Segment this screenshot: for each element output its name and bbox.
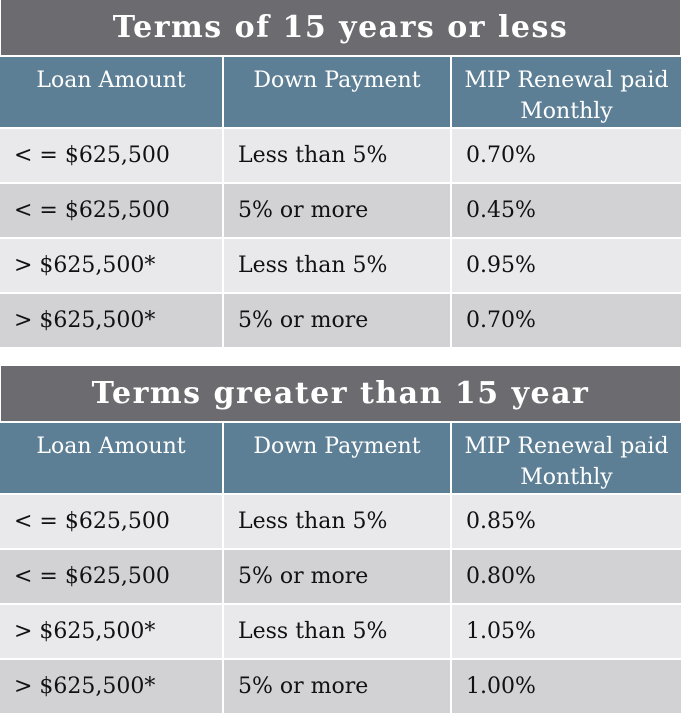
table-row bbox=[0, 238, 681, 293]
header-loan-amount: Loan Amount bbox=[0, 423, 223, 494]
loan-amount-cell: > $625,500* bbox=[0, 238, 223, 293]
rates-table bbox=[0, 423, 681, 715]
table-row bbox=[0, 183, 681, 238]
header-row bbox=[0, 423, 681, 494]
table-row bbox=[0, 128, 681, 183]
header-row bbox=[0, 57, 681, 128]
mip-rate-cell: 0.70% bbox=[451, 128, 681, 183]
rates-table bbox=[0, 57, 681, 349]
table-row bbox=[0, 494, 681, 549]
mip-rate-cell: 0.70% bbox=[451, 293, 681, 348]
down-payment-cell: 5% or more bbox=[223, 293, 451, 348]
loan-amount-cell: < = $625,500 bbox=[0, 183, 223, 238]
header-mip-renewal: MIP Renewal paid Monthly bbox=[451, 423, 681, 494]
table-row bbox=[0, 659, 681, 714]
down-payment-cell: 5% or more bbox=[223, 183, 451, 238]
table-row bbox=[0, 604, 681, 659]
table-title: Terms of 15 years or less bbox=[1, 0, 680, 57]
mip-rate-cell: 0.85% bbox=[451, 494, 681, 549]
down-payment-cell: Less than 5% bbox=[223, 238, 451, 293]
loan-amount-cell: < = $625,500 bbox=[0, 494, 223, 549]
mip-table-long-term bbox=[0, 366, 681, 715]
down-payment-cell: Less than 5% bbox=[223, 604, 451, 659]
header-mip-renewal: MIP Renewal paid Monthly bbox=[451, 57, 681, 128]
down-payment-cell: 5% or more bbox=[223, 659, 451, 714]
down-payment-cell: Less than 5% bbox=[223, 494, 451, 549]
down-payment-cell: Less than 5% bbox=[223, 128, 451, 183]
table-title: Terms greater than 15 year bbox=[1, 366, 680, 423]
loan-amount-cell: > $625,500* bbox=[0, 604, 223, 659]
down-payment-cell: 5% or more bbox=[223, 549, 451, 604]
loan-amount-cell: > $625,500* bbox=[0, 293, 223, 348]
table-row bbox=[0, 549, 681, 604]
loan-amount-cell: < = $625,500 bbox=[0, 128, 223, 183]
mip-rate-cell: 0.45% bbox=[451, 183, 681, 238]
mip-table-short-term bbox=[0, 0, 681, 349]
mip-rate-cell: 0.95% bbox=[451, 238, 681, 293]
header-loan-amount: Loan Amount bbox=[0, 57, 223, 128]
mip-rate-cell: 1.00% bbox=[451, 659, 681, 714]
header-down-payment: Down Payment bbox=[223, 423, 451, 494]
header-down-payment: Down Payment bbox=[223, 57, 451, 128]
mip-rate-cell: 0.80% bbox=[451, 549, 681, 604]
table-row bbox=[0, 293, 681, 348]
loan-amount-cell: < = $625,500 bbox=[0, 549, 223, 604]
mip-rate-cell: 1.05% bbox=[451, 604, 681, 659]
loan-amount-cell: > $625,500* bbox=[0, 659, 223, 714]
